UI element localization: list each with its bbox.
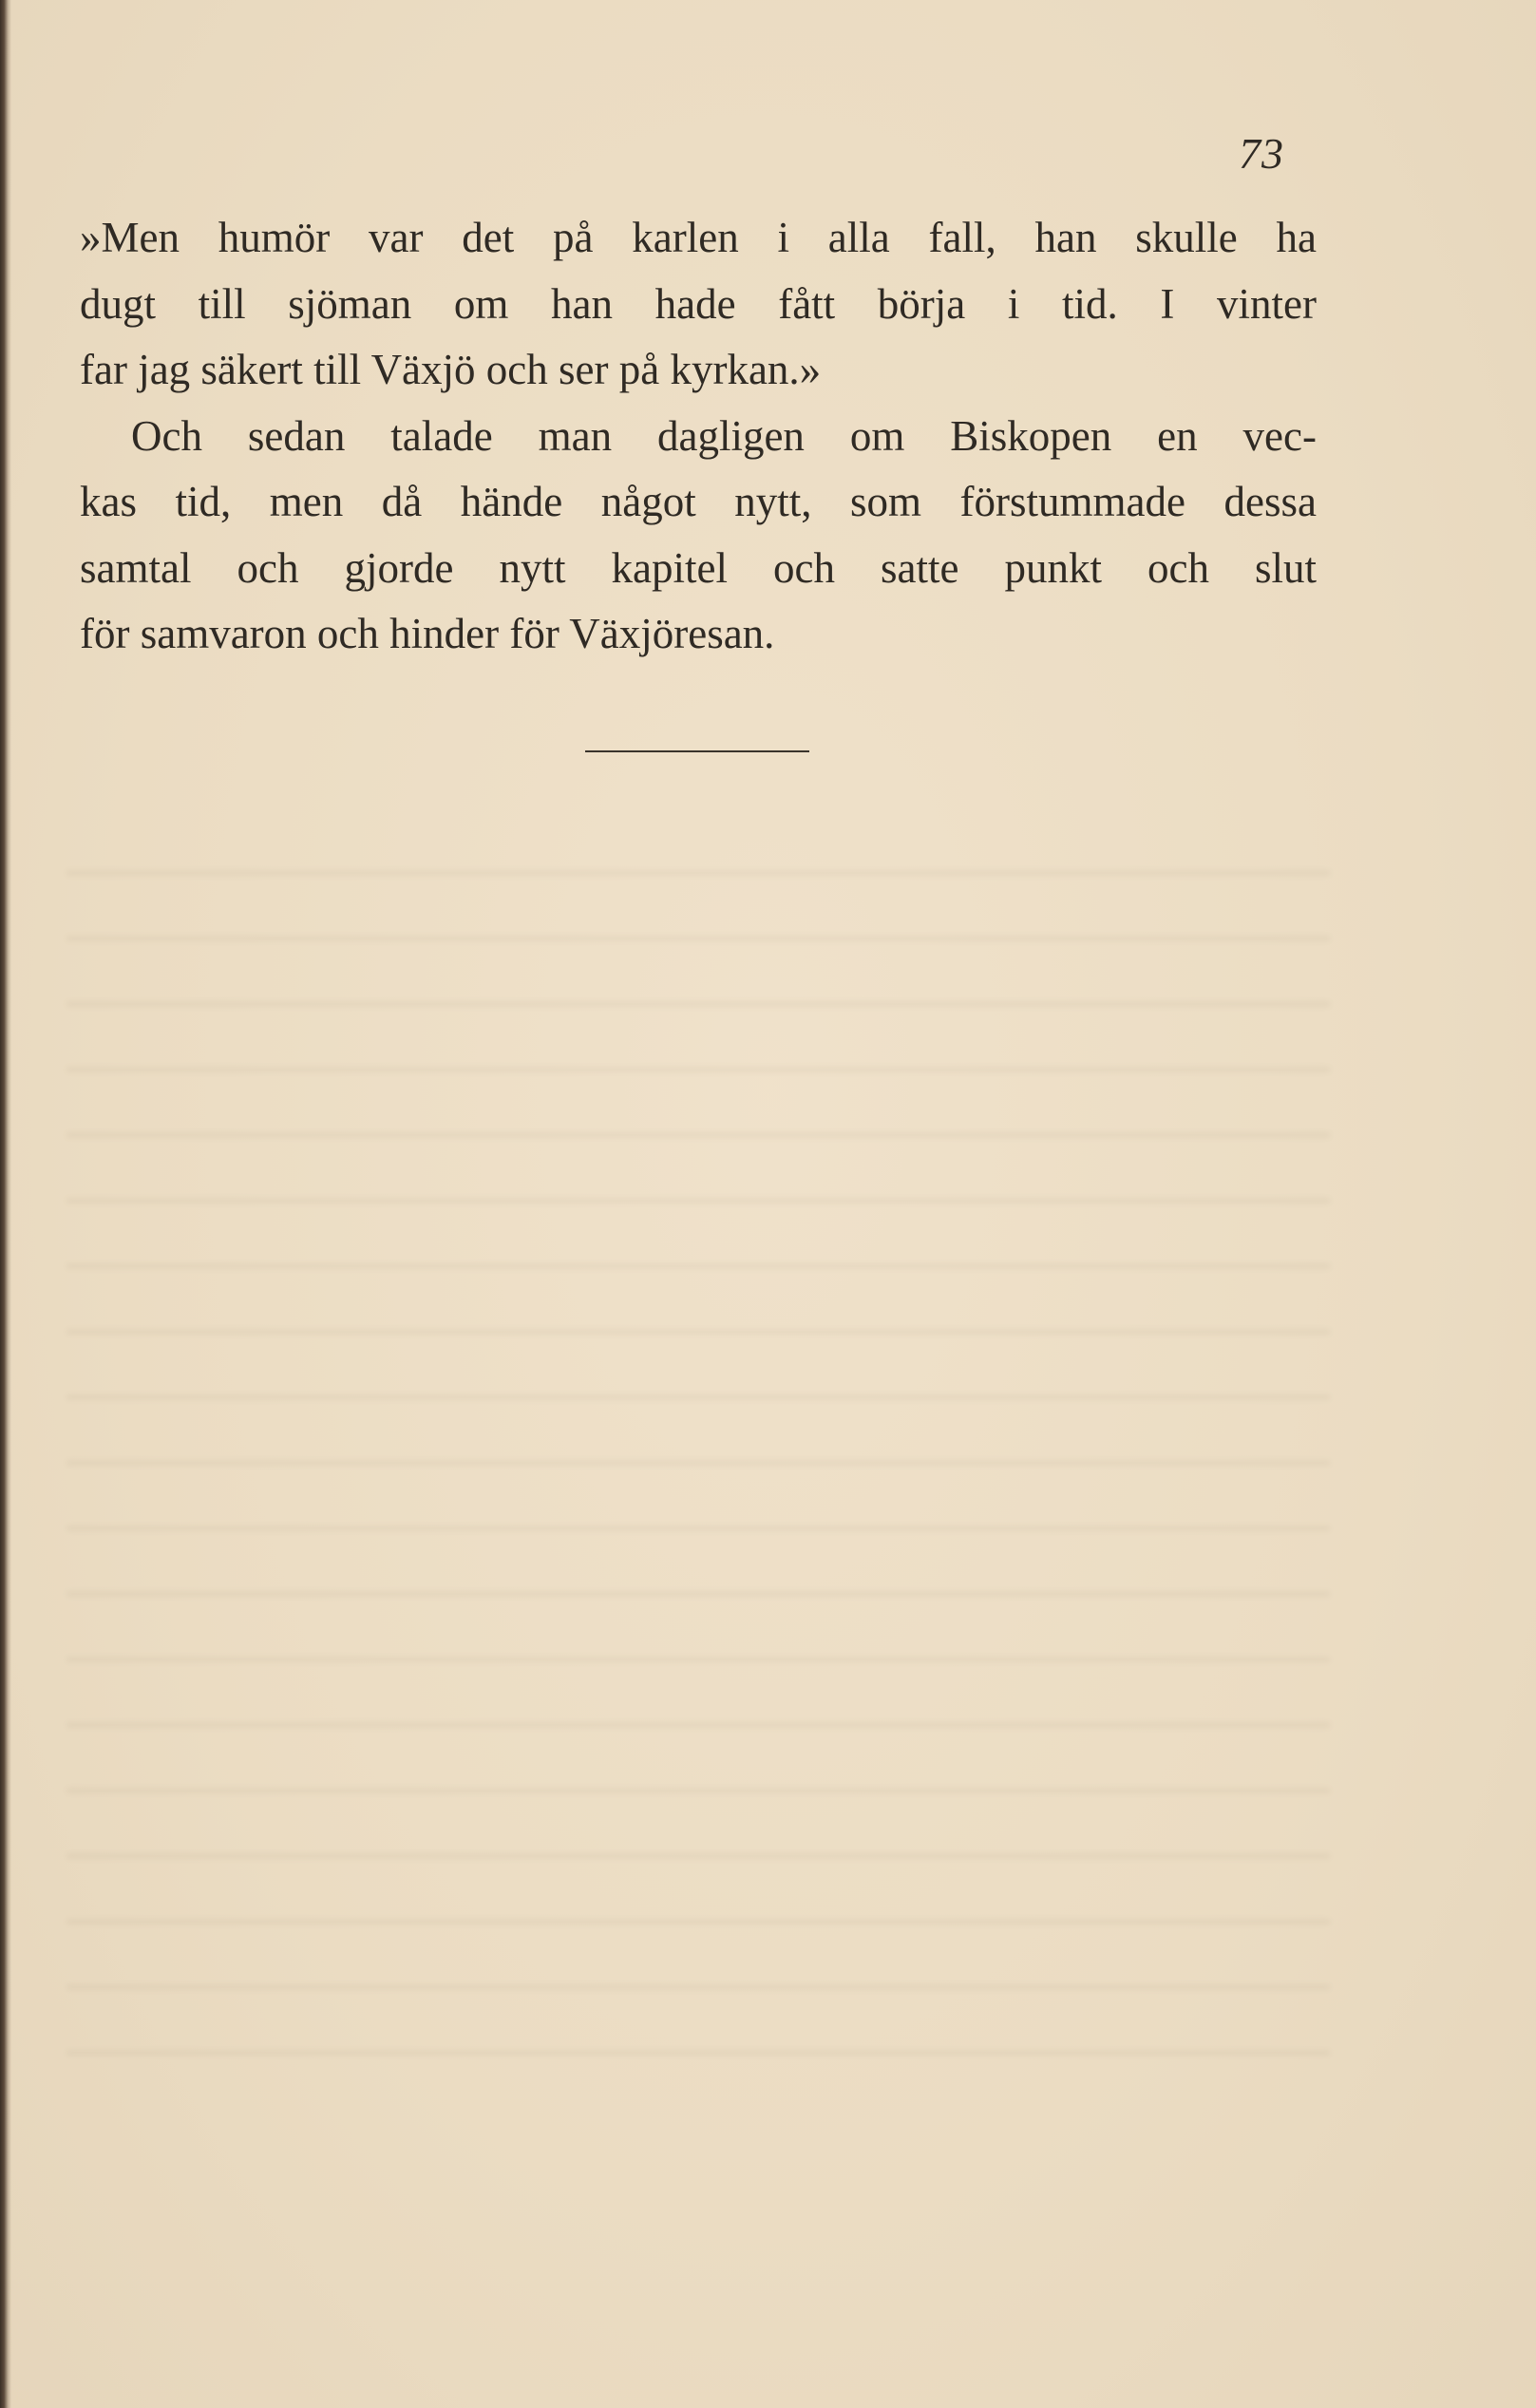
text-line: far jag säkert till Växjö och ser på kyrkan.»: [80, 346, 822, 393]
text-line: kas tid, men då hände något nytt, som förstummade dessa: [80, 478, 1317, 525]
body-text: [80, 205, 1317, 668]
text-line: samtal och gjorde nytt kapitel och satte punkt och slut: [80, 543, 1317, 592]
bleed-through-texture: [66, 826, 1330, 2109]
text-line: dugt till sjöman om han hade fått börja i tid. I vinter: [80, 279, 1317, 328]
page-number: 73: [1239, 129, 1284, 178]
text-line: »Men humör var det på karlen i alla fall, han skulle ha: [80, 214, 1317, 261]
text-line: för samvaron och hinder för Växjöresan.: [80, 610, 775, 657]
text-line: Och sedan talade man dagligen om Biskopen en vec-: [131, 411, 1317, 460]
section-end-rule: [585, 750, 809, 752]
